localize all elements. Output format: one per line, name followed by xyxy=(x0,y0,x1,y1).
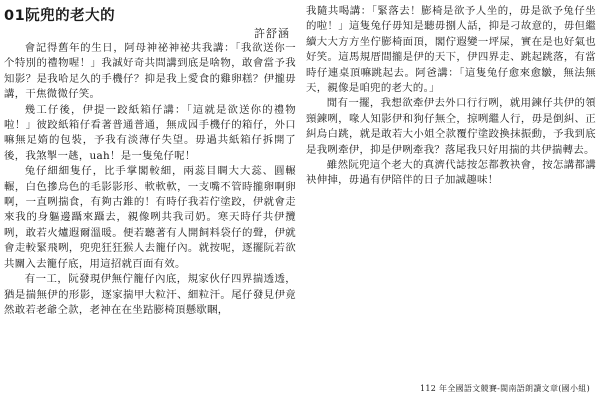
paragraph-1: 會記得舊年的生日，阿母神祕神祕共我講：「我欲送你一个特別的禮物喔！」我誠好奇共問講到底是啥物，敢會當予我知影？是我哈足久的手機仔？抑是我上愛食的雞卵糕？伊攏毋講，干焦微微仔笑。 xyxy=(4,42,296,101)
paragraph-4: 有一工，阮發現伊無佇籠仔內底，規家伙仔四界揣透透，猶是揣無伊的形影，逐家揣甲大粒汗、細粒汗。尾仔發見伊竟然敢若老爺仝款，老神在在坐跍膨椅頂懸歇睏， xyxy=(4,273,296,316)
article-author: 許舒涵 xyxy=(254,27,290,40)
page-footer: 112 年全國語文競賽-閩南語朗讀文章(國小組) xyxy=(420,384,590,393)
paragraph-4-continued: 我隨共喝講：「緊落去！膨椅是欲予人坐的，毋是欲予兔仔坐的啦！」這隻兔仔毋知是聽毋捌人話，抑是刁故意的，毋但繼續大大方方坐佇膨椅面頂，閣佇遐變一坪屎，實在是也好氣也好笑。這馬規厝間攏是伊的天下，伊四界走、跳起跳落，有當時仔連桌頂嘛跳起去。阿爸講：「這隻兔仔愈來愈皺，無法無天，親像是咱兜的老大的。」 xyxy=(306,5,596,95)
article-title: 01阮兜的老大的 xyxy=(4,8,116,24)
left-column xyxy=(4,6,296,318)
right-column xyxy=(306,4,596,189)
paragraph-2: 幾工仔後，伊提一跤紙箱仔講：「這就是欲送你的禮物啦！」彼跤紙箱仔看著普通普通，無成囥手機仔的箱仔，外口嘛無足媠的包裝，予我有淡薄仔失望。毋過共紙箱仔拆開了後，我煞掣一趒，uah！是一隻兔仔呢！ xyxy=(4,103,296,162)
paragraph-3: 兔仔細細隻仔，比手掌閣較細，兩蕊目睭大大蕊、圓輾輾，白色摻烏色的毛影影形、軟軟軟，一支嘴不管時攏卵啊卵啊，一直咧揣食，有夠古錐的！有時仔我若佇塗跤，伊就會走來我的身軀邊躡來躡去，親像咧共我司奶。寒天時仔共伊攬咧，敢若火爐遐爾溫暖。便若聽著有人開飼料袋仔的聲，伊就會走較緊飛咧，兜兜狂狂猴人去籠仔內。就按呢，逐擺阮若欲共關入去籠仔底，用這招就百面有效。 xyxy=(4,165,296,270)
paragraph-5: 閒有一擺，我想欲牽伊去外口行行咧，就用鍊仔共伊的領頸鍊咧，喙人知影伊和狗仔無仝，掠咧繼人行，毋是倒糾、正糾烏白跳，就是敢若大小姐仝款覆佇塗跤換抹振動，予我到底是我咧牽伊，抑是伊咧牽我？落尾我只好用揣的共伊揣轉去。 xyxy=(306,97,596,156)
paragraph-6: 雖然阮兜這个老大的真濟代誌按怎都教袂會，按怎講都講袂伸捙，毋過有伊陪伴的日子加誠趣味！ xyxy=(306,159,596,187)
